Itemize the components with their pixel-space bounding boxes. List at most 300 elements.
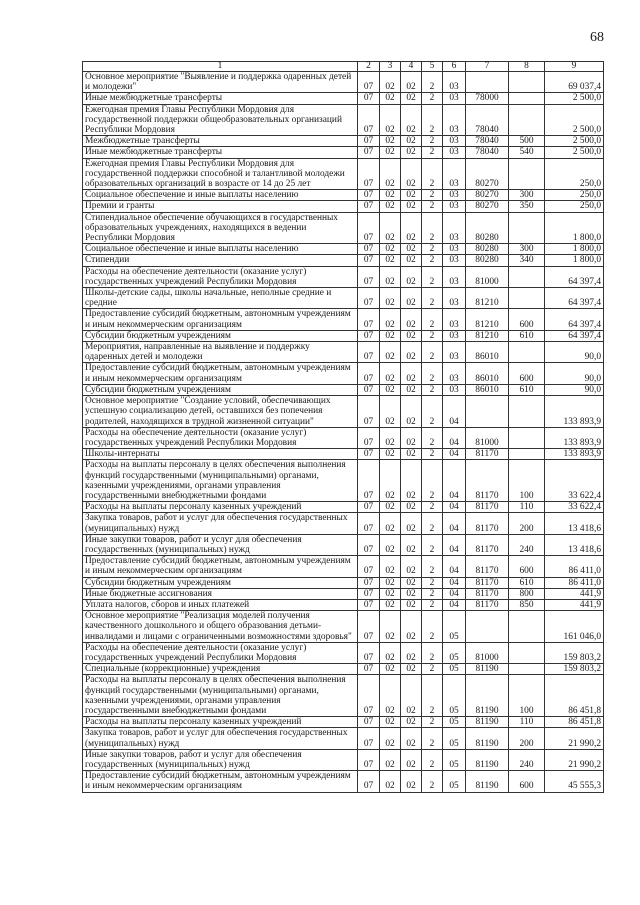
- section-code-cell: 07: [358, 212, 380, 244]
- direction-code-cell: 81170: [466, 588, 509, 599]
- budget-table: [82, 61, 604, 793]
- expense-type-cell: [509, 342, 545, 363]
- section-code-cell: 07: [358, 728, 380, 749]
- program-code-cell: 02: [401, 158, 422, 190]
- program-code-cell: 02: [401, 342, 422, 363]
- description-cell: Иные межбюджетные трансферты: [83, 93, 358, 104]
- amount-cell: 64 397,4: [545, 309, 604, 330]
- description-cell: Школы-интернаты: [83, 449, 358, 460]
- measure-code-cell: 04: [443, 427, 466, 448]
- header-col-9: 9: [545, 62, 604, 72]
- measure-code-cell: 04: [443, 599, 466, 610]
- table-row: [83, 330, 604, 341]
- section-code-cell: 07: [358, 771, 380, 792]
- subprogram-code-cell: 2: [422, 502, 443, 513]
- subprogram-code-cell: 2: [422, 749, 443, 770]
- program-code-cell: 02: [401, 534, 422, 555]
- measure-code-cell: 03: [443, 342, 466, 363]
- expense-type-cell: 500: [509, 136, 545, 147]
- program-code-cell: 02: [401, 212, 422, 244]
- amount-cell: 13 418,6: [545, 534, 604, 555]
- direction-code-cell: 86010: [466, 342, 509, 363]
- description-cell: Основное мероприятие "Реализация моделей получения качественного дошкольного и общего образования детьми-инвалидами и лицами с ограниченными возможностями здоровья": [83, 611, 358, 643]
- description-cell: Межбюджетные трансферты: [83, 136, 358, 147]
- expense-type-cell: [509, 427, 545, 448]
- subprogram-code-cell: 2: [422, 599, 443, 610]
- program-code-cell: 02: [401, 93, 422, 104]
- direction-code-cell: 81190: [466, 771, 509, 792]
- subprogram-code-cell: 2: [422, 190, 443, 201]
- section-code-cell: 07: [358, 342, 380, 363]
- subsection-code-cell: 02: [380, 136, 401, 147]
- table-row: [83, 136, 604, 147]
- program-code-cell: 02: [401, 556, 422, 577]
- subsection-code-cell: 02: [380, 534, 401, 555]
- subsection-code-cell: 02: [380, 309, 401, 330]
- subsection-code-cell: 02: [380, 244, 401, 255]
- program-code-cell: 02: [401, 288, 422, 309]
- program-code-cell: 02: [401, 642, 422, 663]
- subsection-code-cell: 02: [380, 396, 401, 428]
- measure-code-cell: 04: [443, 588, 466, 599]
- section-code-cell: 07: [358, 136, 380, 147]
- amount-cell: 90,0: [545, 384, 604, 395]
- measure-code-cell: 03: [443, 309, 466, 330]
- direction-code-cell: 78000: [466, 93, 509, 104]
- subsection-code-cell: 02: [380, 93, 401, 104]
- subprogram-code-cell: 2: [422, 72, 443, 93]
- subprogram-code-cell: 2: [422, 342, 443, 363]
- table-row: [83, 513, 604, 534]
- amount-cell: 250,0: [545, 201, 604, 212]
- description-cell: Мероприятия, направленные на выявление и поддержку одаренных детей и молодежи: [83, 342, 358, 363]
- table-row: [83, 749, 604, 770]
- section-code-cell: 07: [358, 158, 380, 190]
- direction-code-cell: 81000: [466, 266, 509, 287]
- table-row: [83, 771, 604, 792]
- subsection-code-cell: 02: [380, 599, 401, 610]
- subsection-code-cell: 02: [380, 588, 401, 599]
- header-col-5: 5: [422, 62, 443, 72]
- amount-cell: 64 397,4: [545, 288, 604, 309]
- section-code-cell: 07: [358, 288, 380, 309]
- table-row: [83, 384, 604, 395]
- program-code-cell: 02: [401, 513, 422, 534]
- measure-code-cell: 05: [443, 675, 466, 717]
- amount-cell: 133 893,9: [545, 427, 604, 448]
- section-code-cell: 07: [358, 190, 380, 201]
- expense-type-cell: 600: [509, 363, 545, 384]
- direction-code-cell: 81190: [466, 675, 509, 717]
- program-code-cell: 02: [401, 728, 422, 749]
- program-code-cell: 02: [401, 460, 422, 502]
- section-code-cell: 07: [358, 309, 380, 330]
- expense-type-cell: [509, 396, 545, 428]
- section-code-cell: 07: [358, 502, 380, 513]
- direction-code-cell: 81190: [466, 664, 509, 675]
- subsection-code-cell: 02: [380, 330, 401, 341]
- expense-type-cell: [509, 288, 545, 309]
- subprogram-code-cell: 2: [422, 728, 443, 749]
- direction-code-cell: 80280: [466, 244, 509, 255]
- subprogram-code-cell: 2: [422, 449, 443, 460]
- direction-code-cell: 81170: [466, 534, 509, 555]
- program-code-cell: 02: [401, 588, 422, 599]
- program-code-cell: 02: [401, 577, 422, 588]
- measure-code-cell: 03: [443, 255, 466, 266]
- description-cell: Расходы на выплаты персоналу казенных учреждений: [83, 717, 358, 728]
- subprogram-code-cell: 2: [422, 460, 443, 502]
- section-code-cell: 07: [358, 396, 380, 428]
- table-row: [83, 255, 604, 266]
- table-row: [83, 201, 604, 212]
- section-code-cell: 07: [358, 93, 380, 104]
- expense-type-cell: 240: [509, 749, 545, 770]
- direction-code-cell: 86010: [466, 384, 509, 395]
- expense-type-cell: [509, 212, 545, 244]
- measure-code-cell: 05: [443, 611, 466, 643]
- program-code-cell: 02: [401, 427, 422, 448]
- program-code-cell: 02: [401, 309, 422, 330]
- program-code-cell: 02: [401, 502, 422, 513]
- program-code-cell: 02: [401, 771, 422, 792]
- table-row: [83, 212, 604, 244]
- table-row: [83, 460, 604, 502]
- expense-type-cell: [509, 104, 545, 136]
- subprogram-code-cell: 2: [422, 534, 443, 555]
- direction-code-cell: 80270: [466, 201, 509, 212]
- amount-cell: 33 622,4: [545, 502, 604, 513]
- table-row: [83, 244, 604, 255]
- description-cell: Специальные (коррекционные) учреждения: [83, 664, 358, 675]
- expense-type-cell: 610: [509, 330, 545, 341]
- subprogram-code-cell: 2: [422, 363, 443, 384]
- subsection-code-cell: 02: [380, 771, 401, 792]
- amount-cell: 45 555,3: [545, 771, 604, 792]
- subsection-code-cell: 02: [380, 147, 401, 158]
- direction-code-cell: 81170: [466, 513, 509, 534]
- expense-type-cell: [509, 158, 545, 190]
- section-code-cell: 07: [358, 384, 380, 395]
- subprogram-code-cell: 2: [422, 675, 443, 717]
- direction-code-cell: 80280: [466, 212, 509, 244]
- measure-code-cell: 03: [443, 93, 466, 104]
- description-cell: Основное мероприятие "Выявление и поддержка одаренных детей и молодежи": [83, 72, 358, 93]
- amount-cell: 2 500,0: [545, 136, 604, 147]
- subsection-code-cell: 02: [380, 502, 401, 513]
- expense-type-cell: [509, 664, 545, 675]
- program-code-cell: 02: [401, 104, 422, 136]
- header-col-4: 4: [401, 62, 422, 72]
- amount-cell: 64 397,4: [545, 330, 604, 341]
- table-row: [83, 675, 604, 717]
- expense-type-cell: 350: [509, 201, 545, 212]
- expense-type-cell: [509, 93, 545, 104]
- subsection-code-cell: 02: [380, 513, 401, 534]
- program-code-cell: 02: [401, 244, 422, 255]
- amount-cell: 133 893,9: [545, 449, 604, 460]
- direction-code-cell: 81000: [466, 427, 509, 448]
- direction-code-cell: 78040: [466, 136, 509, 147]
- amount-cell: 250,0: [545, 158, 604, 190]
- measure-code-cell: 03: [443, 72, 466, 93]
- section-code-cell: 07: [358, 363, 380, 384]
- amount-cell: 33 622,4: [545, 460, 604, 502]
- description-cell: Расходы на выплаты персоналу в целях обеспечения выполнения функций государственными (муниципальными) органами, казенными учреждениями, органами управления государственными внебюджетными фондами: [83, 675, 358, 717]
- expense-type-cell: 800: [509, 588, 545, 599]
- table-row: [83, 104, 604, 136]
- subsection-code-cell: 02: [380, 288, 401, 309]
- subprogram-code-cell: 2: [422, 255, 443, 266]
- direction-code-cell: [466, 72, 509, 93]
- subprogram-code-cell: 2: [422, 147, 443, 158]
- subsection-code-cell: 02: [380, 556, 401, 577]
- measure-code-cell: 04: [443, 460, 466, 502]
- header-col-3: 3: [380, 62, 401, 72]
- subprogram-code-cell: 2: [422, 427, 443, 448]
- description-cell: Ежегодная премия Главы Республики Мордовия для государственной поддержки способной и талантливой молодежи образовательных организаций в возрасте от 14 до 25 лет: [83, 158, 358, 190]
- measure-code-cell: 03: [443, 384, 466, 395]
- amount-cell: 159 803,2: [545, 642, 604, 663]
- measure-code-cell: 04: [443, 449, 466, 460]
- section-code-cell: 07: [358, 255, 380, 266]
- description-cell: Предоставление субсидий бюджетным, автономным учреждениям и иным некоммерческим организациям: [83, 363, 358, 384]
- direction-code-cell: 78040: [466, 147, 509, 158]
- section-code-cell: 07: [358, 72, 380, 93]
- measure-code-cell: 04: [443, 534, 466, 555]
- measure-code-cell: 03: [443, 288, 466, 309]
- description-cell: Предоставление субсидий бюджетным, автономным учреждениям и иным некоммерческим организациям: [83, 309, 358, 330]
- measure-code-cell: 03: [443, 266, 466, 287]
- program-code-cell: 02: [401, 201, 422, 212]
- program-code-cell: 02: [401, 664, 422, 675]
- table-row: [83, 72, 604, 93]
- section-code-cell: 07: [358, 599, 380, 610]
- subsection-code-cell: 02: [380, 675, 401, 717]
- section-code-cell: 07: [358, 460, 380, 502]
- measure-code-cell: 03: [443, 201, 466, 212]
- measure-code-cell: 03: [443, 212, 466, 244]
- table-row: [83, 599, 604, 610]
- subprogram-code-cell: 2: [422, 513, 443, 534]
- subsection-code-cell: 02: [380, 266, 401, 287]
- measure-code-cell: 05: [443, 728, 466, 749]
- expense-type-cell: 300: [509, 244, 545, 255]
- subsection-code-cell: 02: [380, 577, 401, 588]
- expense-type-cell: 600: [509, 771, 545, 792]
- amount-cell: 21 990,2: [545, 749, 604, 770]
- subprogram-code-cell: 2: [422, 136, 443, 147]
- section-code-cell: 07: [358, 513, 380, 534]
- amount-cell: 133 893,9: [545, 396, 604, 428]
- direction-code-cell: 81170: [466, 556, 509, 577]
- subprogram-code-cell: 2: [422, 104, 443, 136]
- program-code-cell: 02: [401, 675, 422, 717]
- direction-code-cell: 80280: [466, 255, 509, 266]
- header-col-1: 1: [83, 62, 358, 72]
- subsection-code-cell: 02: [380, 611, 401, 643]
- table-row: [83, 664, 604, 675]
- table-row: [83, 266, 604, 287]
- direction-code-cell: [466, 396, 509, 428]
- table-row: [83, 534, 604, 555]
- description-cell: Иные бюджетные ассигнования: [83, 588, 358, 599]
- subprogram-code-cell: 2: [422, 642, 443, 663]
- subsection-code-cell: 02: [380, 384, 401, 395]
- expense-type-cell: 200: [509, 728, 545, 749]
- description-cell: Расходы на обеспечение деятельности (оказание услуг) государственных учреждений Республики Мордовия: [83, 427, 358, 448]
- description-cell: Стипендии: [83, 255, 358, 266]
- expense-type-cell: [509, 611, 545, 643]
- subsection-code-cell: 02: [380, 427, 401, 448]
- subprogram-code-cell: 2: [422, 201, 443, 212]
- amount-cell: 90,0: [545, 363, 604, 384]
- program-code-cell: 02: [401, 611, 422, 643]
- direction-code-cell: 81210: [466, 309, 509, 330]
- expense-type-cell: 100: [509, 460, 545, 502]
- expense-type-cell: 300: [509, 190, 545, 201]
- measure-code-cell: 03: [443, 147, 466, 158]
- amount-cell: 2 500,0: [545, 104, 604, 136]
- section-code-cell: 07: [358, 664, 380, 675]
- expense-type-cell: 600: [509, 556, 545, 577]
- table-row: [83, 717, 604, 728]
- subsection-code-cell: 02: [380, 201, 401, 212]
- section-code-cell: 07: [358, 675, 380, 717]
- subsection-code-cell: 02: [380, 158, 401, 190]
- measure-code-cell: 04: [443, 513, 466, 534]
- description-cell: Субсидии бюджетным учреждениям: [83, 577, 358, 588]
- program-code-cell: 02: [401, 72, 422, 93]
- amount-cell: 90,0: [545, 342, 604, 363]
- program-code-cell: 02: [401, 136, 422, 147]
- amount-cell: 1 800,0: [545, 212, 604, 244]
- subprogram-code-cell: 2: [422, 288, 443, 309]
- description-cell: Предоставление субсидий бюджетным, автономным учреждениям и иным некоммерческим организациям: [83, 556, 358, 577]
- amount-cell: 1 800,0: [545, 244, 604, 255]
- section-code-cell: 07: [358, 642, 380, 663]
- subprogram-code-cell: 2: [422, 384, 443, 395]
- description-cell: Расходы на обеспечение деятельности (оказание услуг) государственных учреждений Республики Мордовия: [83, 642, 358, 663]
- subprogram-code-cell: 2: [422, 266, 443, 287]
- subprogram-code-cell: 2: [422, 93, 443, 104]
- direction-code-cell: 81190: [466, 728, 509, 749]
- subprogram-code-cell: 2: [422, 771, 443, 792]
- description-cell: Иные закупки товаров, работ и услуг для обеспечения государственных (муниципальных) нужд: [83, 534, 358, 555]
- measure-code-cell: 03: [443, 190, 466, 201]
- amount-cell: 2 500,0: [545, 147, 604, 158]
- amount-cell: 161 046,0: [545, 611, 604, 643]
- measure-code-cell: 05: [443, 642, 466, 663]
- description-cell: Расходы на выплаты персоналу в целях обеспечения выполнения функций государственными (муниципальными) органами, казенными учреждениями, органами управления государственными внебюджетными фондами: [83, 460, 358, 502]
- measure-code-cell: 05: [443, 749, 466, 770]
- subprogram-code-cell: 2: [422, 330, 443, 341]
- program-code-cell: 02: [401, 147, 422, 158]
- amount-cell: 2 500,0: [545, 93, 604, 104]
- section-code-cell: 07: [358, 588, 380, 599]
- program-code-cell: 02: [401, 449, 422, 460]
- amount-cell: 441,9: [545, 599, 604, 610]
- subsection-code-cell: 02: [380, 642, 401, 663]
- table-row: [83, 396, 604, 428]
- section-code-cell: 07: [358, 427, 380, 448]
- section-code-cell: 07: [358, 449, 380, 460]
- expense-type-cell: [509, 72, 545, 93]
- header-col-6: 6: [443, 62, 466, 72]
- measure-code-cell: 03: [443, 363, 466, 384]
- subsection-code-cell: 02: [380, 363, 401, 384]
- program-code-cell: 02: [401, 363, 422, 384]
- section-code-cell: 07: [358, 201, 380, 212]
- table-row: [83, 158, 604, 190]
- measure-code-cell: 03: [443, 158, 466, 190]
- subprogram-code-cell: 2: [422, 556, 443, 577]
- direction-code-cell: 81170: [466, 577, 509, 588]
- direction-code-cell: 80270: [466, 158, 509, 190]
- expense-type-cell: 540: [509, 147, 545, 158]
- amount-cell: 64 397,4: [545, 266, 604, 287]
- subsection-code-cell: 02: [380, 449, 401, 460]
- expense-type-cell: 110: [509, 502, 545, 513]
- subsection-code-cell: 02: [380, 460, 401, 502]
- table-row: [83, 190, 604, 201]
- section-code-cell: 07: [358, 534, 380, 555]
- amount-cell: 250,0: [545, 190, 604, 201]
- subprogram-code-cell: 2: [422, 212, 443, 244]
- subsection-code-cell: 02: [380, 104, 401, 136]
- description-cell: Социальное обеспечение и иные выплаты населению: [83, 244, 358, 255]
- subsection-code-cell: 02: [380, 717, 401, 728]
- subsection-code-cell: 02: [380, 749, 401, 770]
- direction-code-cell: 81190: [466, 717, 509, 728]
- table-row: [83, 728, 604, 749]
- subsection-code-cell: 02: [380, 664, 401, 675]
- expense-type-cell: 610: [509, 577, 545, 588]
- description-cell: Основное мероприятие "Создание условий, обеспечивающих успешную социализацию детей, оставшихся без попечения родителей, находящихся в трудной жизненной ситуации": [83, 396, 358, 428]
- expense-type-cell: 110: [509, 717, 545, 728]
- measure-code-cell: 04: [443, 577, 466, 588]
- subsection-code-cell: 02: [380, 190, 401, 201]
- table-row: [83, 427, 604, 448]
- program-code-cell: 02: [401, 266, 422, 287]
- measure-code-cell: 03: [443, 136, 466, 147]
- subsection-code-cell: 02: [380, 342, 401, 363]
- table-row: [83, 147, 604, 158]
- description-cell: Премии и гранты: [83, 201, 358, 212]
- description-cell: Уплата налогов, сборов и иных платежей: [83, 599, 358, 610]
- direction-code-cell: 86010: [466, 363, 509, 384]
- section-code-cell: 07: [358, 244, 380, 255]
- table-row: [83, 577, 604, 588]
- measure-code-cell: 05: [443, 771, 466, 792]
- table-row: [83, 309, 604, 330]
- page-number: 68: [590, 30, 604, 45]
- direction-code-cell: 81210: [466, 288, 509, 309]
- subsection-code-cell: 02: [380, 728, 401, 749]
- section-code-cell: 07: [358, 104, 380, 136]
- description-cell: Социальное обеспечение и иные выплаты населению: [83, 190, 358, 201]
- expense-type-cell: [509, 266, 545, 287]
- amount-cell: 86 451,8: [545, 675, 604, 717]
- amount-cell: 21 990,2: [545, 728, 604, 749]
- subsection-code-cell: 02: [380, 212, 401, 244]
- direction-code-cell: 81170: [466, 460, 509, 502]
- direction-code-cell: 81170: [466, 502, 509, 513]
- measure-code-cell: 05: [443, 664, 466, 675]
- program-code-cell: 02: [401, 396, 422, 428]
- measure-code-cell: 04: [443, 556, 466, 577]
- amount-cell: 86 451,8: [545, 717, 604, 728]
